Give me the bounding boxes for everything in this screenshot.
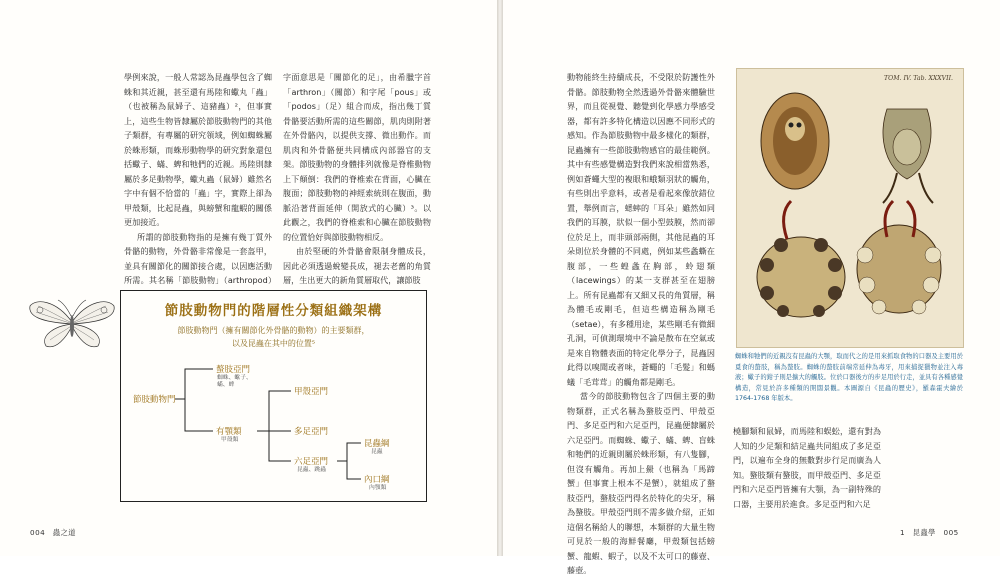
spider-drawings — [737, 69, 963, 347]
left-column-2 — [283, 70, 431, 285]
diagram-subtitle-line2: 以及昆蟲在其中的位置⁵ — [231, 339, 316, 348]
node-hexapoda-examples: 昆蟲、跳蟲 — [297, 467, 326, 473]
node-myriapoda: 多足亞門 — [294, 427, 329, 437]
diagram-subtitle-line1: 節肢動物門（擁有關節化外骨骼的動物）的主要類群， — [177, 326, 370, 335]
paragraph: 橈腳類和鼠婦，而馬陸和蜈蚣，還有對為人知的少足類和結足蟲共同組成了多足亞門，以遍布全身的無數對步行足而廣為人知。螯肢類有螯肢，而甲殼亞門、多足亞門和六足亞門皆擁有大顎，為一副特殊的口器，主要用於進食。多足亞門和六足 — [733, 426, 881, 509]
node-mandibulata: 有顎類 — [216, 427, 242, 437]
spider-plate-illustration — [736, 68, 964, 348]
node-mandibulata-examples: 甲殼類 — [221, 437, 239, 443]
paragraph: 動物能終生持續成長，不受限於防護性外骨骼。節肢動物全然透過外骨骼來體驗世界，而且從視覺、聽覺到化學感力學感受器，都有許多特化構造以因應不同形式的感知。作為節肢動物中最多樣化的類群，昆蟲擁有一些節肢動物感官的最佳範例。其中有些感覺構造對我們來說相當熟悉，例如蒼蠅大型的複眼和蛾類羽狀的觸角，有些則出乎意料，或者是看起來像放錯位置，舉例而言，蟋蟀的「耳朵」雖然如同我們的耳膜，狀似一個小型鼓膜，然而卻位於足上，而非頭部兩側，其他昆蟲的耳朵則位於身體的不同處，例如某些螽蟖在腹部，一些蝗螽在胸部，蛉翅類（lacewings）的某一支群甚至在翅膀上。所有昆蟲都有又細又長的角質層，稱為體毛或剛毛，但這些構造稱為剛毛（setae），有多種用途，某些剛毛有微細孔洞，可偵測環境中不論是散布在空氣或是來自物體表面的特定化學分子，昆蟲因此得以嗅聞或者味，蒼蠅的「毛髮」和螞蟻「毛茸茸」的觸角都是剛毛。 — [567, 72, 715, 387]
right-folio: 1 昆蟲學 005 — [900, 528, 959, 537]
node-entognatha-examples: 內顎類 — [369, 485, 387, 491]
left-column-1 — [124, 70, 272, 285]
moth-illustration — [26, 292, 118, 352]
paragraph: 所謂的節肢動物指的是擁有幾丁質外骨骼的動物，外骨骼非常像是一套盔甲，並具有關節化的關節接合處，以因應活動所需。其名稱「節肢動物」（arthropod） — [124, 231, 272, 285]
node-chelicerata-examples-2: 蟎、蜱 — [217, 382, 235, 388]
right-column-2 — [733, 424, 881, 510]
figure-caption: 蜘蛛和牠們的近親沒有昆蟲的大顎，取而代之的是用來抓取食物的口器及主要用於覓食的螯肢，稱為螯肢。蜘蛛的螯肢前端常延伸為毒牙，用來捕捉獵物並注入毒液；蠍子的鉗子則是擴大的觸肢。位於口器後方的步足用於行走，並具有各種感覺構造，常見於許多種類的開闊景觀。本圖源自《昆蟲的歷史》，羅森霍夫繪於 1764-1768 年版本。 — [735, 353, 963, 403]
right-column-1 — [567, 70, 715, 575]
paragraph: 由於堅硬的外骨骼會限制身體成長，因此必須透過蛻變長成，褪去老舊的角質層，生出更大的新角質層取代，讓節肢 — [283, 246, 431, 285]
node-entognatha: 內口綱 — [364, 475, 390, 485]
paragraph: 學例來說，一般人常認為昆蟲學包含了蜘蛛和其近親，甚至還有馬陸和蠍丸「蟲」（也被稱為鼠婦子、這豬蟲）²，但事實上，這些生物皆隸屬於節肢動物門的其他子類群，有專屬的研究領域，例如蜘蛛屬於蛛形類，而蛛形動物學的研究對象還包括蠍子、蟎、蜱和牠們的近親。馬陸則隸屬於多足動物學，蠍丸蟲（鼠婦）雖然名字中有個不恰當的「蟲」字，實際上卻為甲殼類，比起昆蟲，與螃蟹和龍蝦的關係更加接近。 — [124, 72, 272, 227]
node-arthropoda: 節肢動物門 — [133, 395, 176, 405]
node-chelicerata: 螯肢亞門 — [216, 365, 251, 375]
left-folio: 004 蟲之道 — [30, 528, 76, 537]
node-hexapoda: 六足亞門 — [294, 457, 329, 467]
node-insecta: 昆蟲綱 — [364, 439, 390, 449]
plate-title: TOM. IV. Tab. XXXVII. — [884, 75, 953, 82]
diagram-title: 節肢動物門的階層性分類組織架構 — [164, 303, 383, 319]
paragraph: 字面意思是「關節化的足」，由希臘字首「arthron」（關節）和字尾「pous」或「podos」（足）組合而成，指出幾丁質骨骼要活動所需的這些關節，肌肉則附著在外骨骼內，以提供支撐、微出動作。而肌肉和外骨骼便共同構成內部器官的支架。節肢動物的身體排列就像是脊椎動物上下顛倒：我們的脊椎索在背面，心臟在腹面；節肢動物的神經索統則在腹面，動脈沿著背面延伸（開放式的心臟）³。以此觀之，我們的脊椎索和心臟在節肢動物的位置恰好與節肢動物相反。 — [283, 72, 431, 242]
node-chelicerata-examples-1: 蜘蛛、蠍子、 — [217, 375, 252, 381]
classification-diagram — [120, 290, 427, 502]
paragraph: 當今的節肢動物包含了四個主要的動物類群，正式名稱為螯肢亞門、甲殼亞門、多足亞門和六足亞門，昆蟲便隸屬於六足亞門。而蜘蛛、蠍子、蟎、蜱、盲蛛和牠們的近親則屬於蛛形類，有八隻腳，但沒有觸角。再加上鱟（也稱為「馬蹄蟹」但事實上根本不是蟹），就組成了螯肢亞門，螯肢亞門得名於特化的尖牙，稱為螯肢。甲殼亞門則不需多做介紹，正如這個名稱給人的聯想，本類群的大量生物可見於一般的海鮮餐廳，甲殼類包括螃蟹、龍蝦、蝦子，以及不太可口的藤壺、藤壺。 — [567, 391, 715, 575]
node-crustacea: 甲殼亞門 — [294, 387, 329, 397]
node-insecta-examples: 昆蟲 — [371, 449, 383, 455]
